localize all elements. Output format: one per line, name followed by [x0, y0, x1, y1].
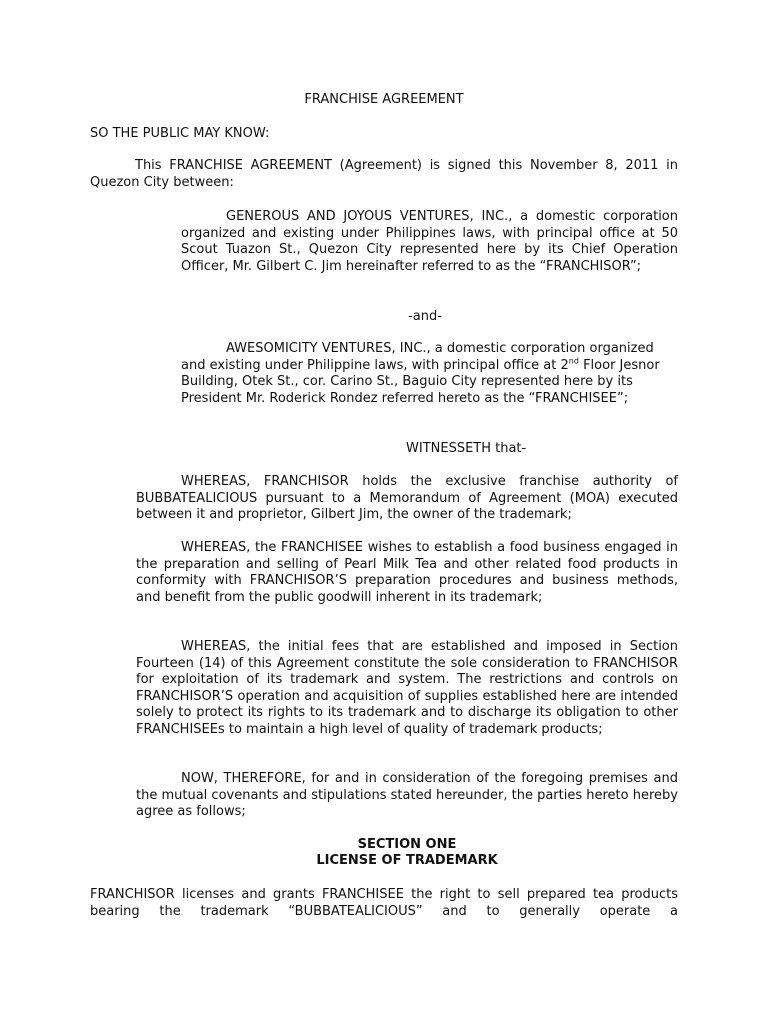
franchisee-text-part1: AWESOMICITY VENTURES, INC., a domestic corporation organized and existing under Philippine laws, with principal office at 2 — [181, 341, 654, 373]
and-separator: -and- — [408, 309, 442, 324]
witnesseth-heading: WITNESSETH that- — [406, 441, 527, 456]
public-notice: SO THE PUBLIC MAY KNOW: — [90, 126, 270, 141]
section-one-body: FRANCHISOR licenses and grants FRANCHISEE the right to sell prepared tea products bearing the trademark “BUBBATEALICIOUS” and to generally operate a — [90, 887, 678, 919]
section-title-heading: LICENSE OF TRADEMARK — [316, 853, 498, 868]
section-number-heading: SECTION ONE — [357, 837, 457, 852]
intro-paragraph: This FRANCHISE AGREEMENT (Agreement) is signed this November 8, 2011 in Quezon City between: — [90, 158, 678, 190]
franchisor-party-paragraph: GENEROUS AND JOYOUS VENTURES, INC., a domestic corporation organized and existing under Philippines laws, with principal office at 50 Scout Tuazon St., Quezon City represented here by its Chief Operation Officer, Mr. Gilbert C. Jim hereinafter referred to as the “FRANCHISOR”; — [181, 209, 678, 274]
franchisee-text-part2: Floor Jesnor Building, Otek St., cor. Carino St., Baguio City represented here by its President Mr. Roderick Rondez referred hereto as the “FRANCHISEE”; — [181, 357, 660, 406]
ordinal-superscript: nd — [568, 356, 579, 366]
document-title: FRANCHISE AGREEMENT — [304, 92, 464, 107]
now-therefore-paragraph: NOW, THEREFORE, for and in consideration of the foregoing premises and the mutual covenants and stipulations stated hereunder, the parties hereto hereby agree as follows; — [136, 771, 678, 819]
whereas-paragraph-2: WHEREAS, the FRANCHISEE wishes to establish a food business engaged in the preparation and selling of Pearl Milk Tea and other related food products in conformity with FRANCHISOR’S preparation procedures and business methods, and benefit from the public goodwill inherent in its trademark; — [136, 540, 678, 605]
whereas-paragraph-1: WHEREAS, FRANCHISOR holds the exclusive franchise authority of BUBBATEALICIOUS pursuant to a Memorandum of Agreement (MOA) executed between it and proprietor, Gilbert Jim, the owner of the trademark; — [136, 474, 678, 522]
franchisee-party-paragraph — [181, 341, 671, 407]
whereas-paragraph-3: WHEREAS, the initial fees that are established and imposed in Section Fourteen (14) of this Agreement constitute the sole consideration to FRANCHISOR for exploitation of its trademark and system. The restrictions and controls on FRANCHISOR’S operation and acquisition of supplies established here are intended solely to protect its rights to its trademark and to discharge its obligation to other FRANCHISEEs to maintain a high level of quality of trademark products; — [136, 639, 678, 737]
